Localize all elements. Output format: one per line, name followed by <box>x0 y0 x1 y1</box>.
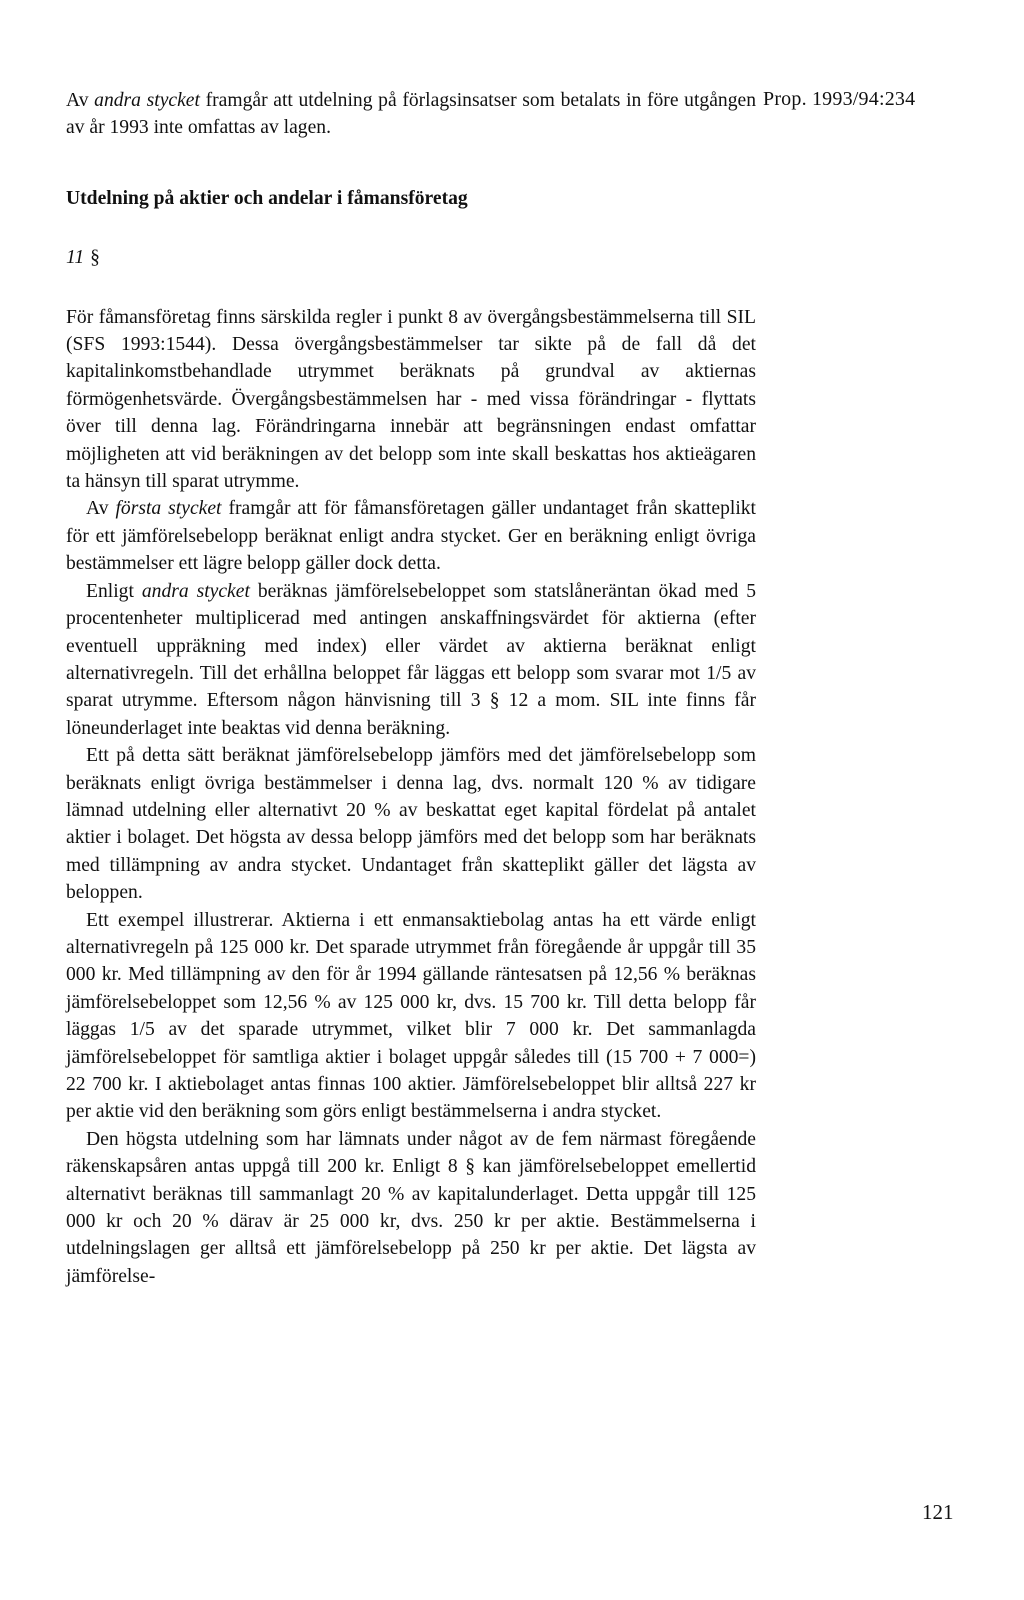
paragraph-6: Den högsta utdelning som har lämnats under något av de fem närmast föregående räkenskapsåren antas uppgå till 200 kr. Enligt 8 § kan jämförelsebeloppet emellertid alternativt beräknas till sammanlagt 20 % av kapitalunderlaget. Detta uppgår till 125 000 kr och 20 % därav är 25 000 kr, dvs. 250 kr per aktie. Bestämmelserna i utdelningslagen ger alltså ett jämförelsebelopp på 250 kr per aktie. Det lägsta av jämförelse- <box>66 1128 756 1287</box>
paragraph-2 <box>66 495 756 577</box>
p2-pre: Av <box>86 498 116 520</box>
intro-post: framgår att utdelning på förlagsinsatser som betalats in före utgången av år 1993 inte omfattas av lagen. <box>66 90 757 139</box>
p3-emphasis: andra stycket <box>141 580 250 602</box>
paragraph-1: För fåmansföretag finns särskilda regler i punkt 8 av övergångsbestämmelserna till SIL (SFS 1993:1544). Dessa övergångsbestämmelser tar sikte på de fall då det kapitalinkomstbehandlade utrymmet beräknats på grundval av aktiernas förmögenhetsvärde. Övergångsbestämmelsen har - med vissa förändringar - flyttats över till denna lag. Förändringarna innebär att begränsningen endast omfattar möjligheten att vid beräkningen av det belopp som inte skall beskattas hos aktieägaren ta hänsyn till sparat utrymme. <box>66 306 756 493</box>
section-number <box>66 244 756 271</box>
section-heading: Utdelning på aktier och andelar i fåmansföretag <box>66 187 468 209</box>
paragraph-3 <box>66 578 756 742</box>
p3-post: beräknas jämförelsebeloppet som statslåneräntan ökad med 5 procentenheter multiplicerad med antingen anskaffningsvärdet för aktierna (efter eventuell uppräkning med index) eller värdet av aktierna beräknat enligt alternativregeln. Till det erhållna beloppet får läggas ett belopp som svarar mot 1/5 av sparat utrymme. Eftersom någon hänvisning till 3 § 12 a mom. SIL inte finns får löneunderlaget inte beaktas vid denna beräkning. <box>66 580 756 739</box>
p2-post: framgår att för fåmansföretagen gäller undantaget från skatteplikt för ett jämförelsebelopp beräknat enligt andra stycket. Ger en beräkning enligt övriga bestämmelser ett lägre belopp gäller dock detta. <box>66 498 756 575</box>
intro-pre: Av <box>66 90 95 111</box>
paragraph-5: Ett exempel illustrerar. Aktierna i ett enmansaktiebolag antas ha ett värde enligt alternativregeln på 125 000 kr. Det sparade utrymmet från föregående år uppgår till 35 000 kr. Med tillämpning av den för år 1994 gällande räntesatsen på 12,56 % beräknas jämförelsebeloppet som 12,56 % av 125 000 kr, dvs. 15 700 kr. Till detta belopp får läggas 1/5 av det sparade utrymmet, vilket blir 7 000 kr. Det sammanlagda jämförelsebeloppet för samtliga aktier i bolaget uppgår således till (15 700 + 7 000=) 22 700 kr. I aktiebolaget antas finnas 100 aktier. Jämförelsebeloppet blir alltså 227 kr per aktie vid den beräkning som görs enligt bestämmelserna i andra stycket. <box>66 909 756 1123</box>
intro-paragraph <box>66 87 756 142</box>
section-number-value: 11 <box>66 247 85 269</box>
section-symbol: § <box>90 247 100 269</box>
p3-pre: Enligt <box>86 580 142 602</box>
intro-emphasis: andra stycket <box>94 90 200 111</box>
page-number: 121 <box>922 1500 954 1524</box>
p2-emphasis: första stycket <box>115 498 222 520</box>
text-column <box>66 87 756 1290</box>
proposition-reference: Prop. 1993/94:234 <box>763 88 916 110</box>
paragraph-4: Ett på detta sätt beräknat jämförelsebelopp jämförs med det jämförelsebelopp som beräknats enligt övriga bestämmelser i denna lag, dvs. normalt 120 % av tidigare lämnad utdelning eller alternativt 20 % av beskattat eget kapital fördelat på antalet aktier i bolaget. Det högsta av dessa belopp jämförs med det belopp som har beräknats med tillämpning av andra stycket. Undantaget från skatteplikt gäller det lägsta av beloppen. <box>66 745 756 904</box>
